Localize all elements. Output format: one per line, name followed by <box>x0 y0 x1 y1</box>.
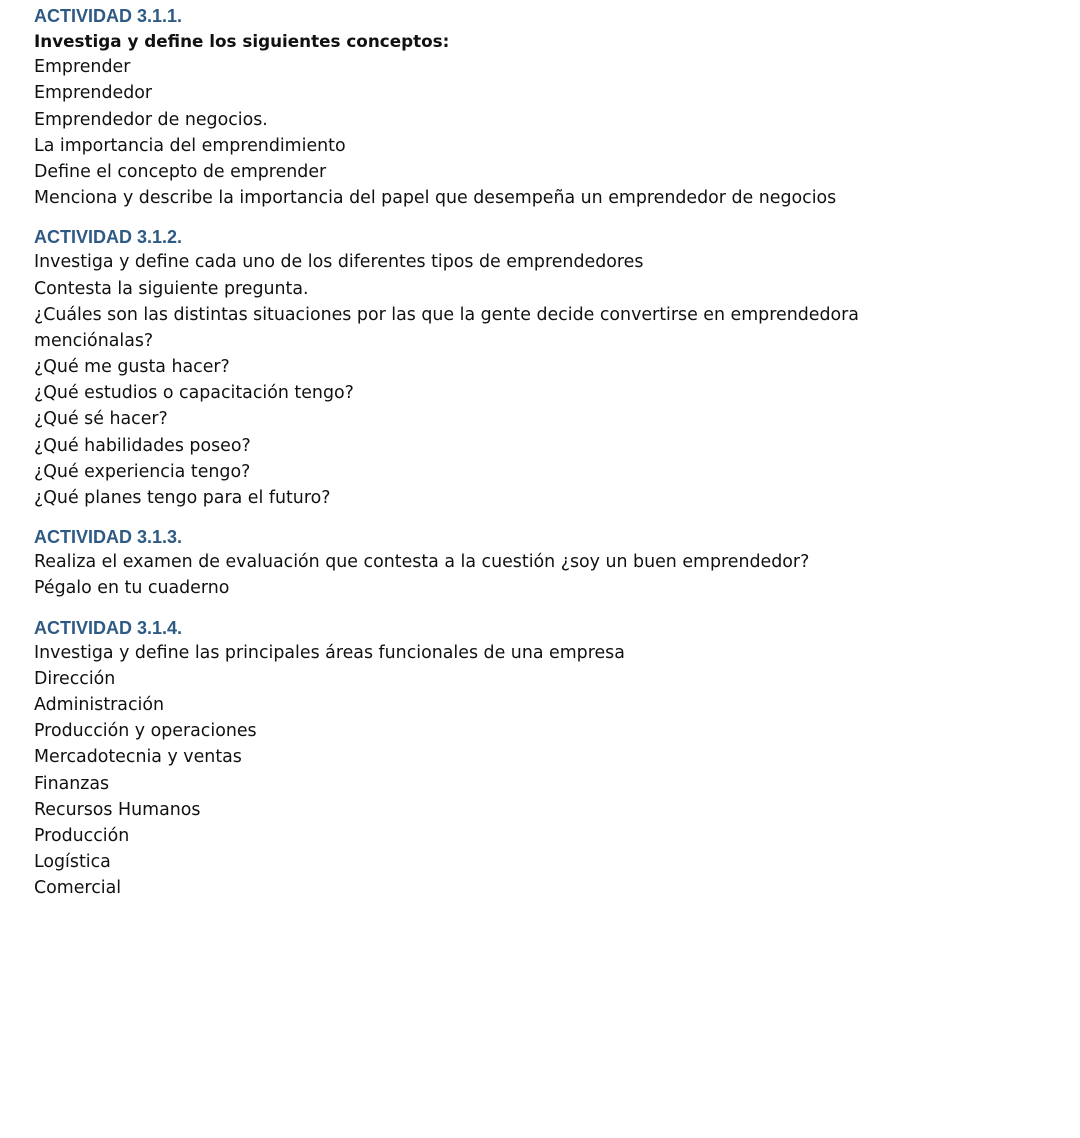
list-item: Contesta la siguiente pregunta. <box>34 278 309 299</box>
list-item: Logística <box>34 852 111 873</box>
list-item: ¿Qué me gusta hacer? <box>34 357 230 378</box>
instruction-line: Investiga y define cada uno de los diferentes tipos de emprendedores <box>34 252 644 273</box>
list-item: Recursos Humanos <box>34 799 201 820</box>
instruction-line: Investiga y define los siguientes conceptos: <box>34 31 450 51</box>
list-item: ¿Qué experiencia tengo? <box>34 461 251 482</box>
list-item: Emprendedor <box>34 83 153 104</box>
list-item: menciónalas? <box>34 330 154 351</box>
section-actividad-3-1-2 <box>34 225 1064 511</box>
section-actividad-3-1-3 <box>34 525 1064 601</box>
list-item: Administración <box>34 694 164 715</box>
list-item: ¿Cuáles son las distintas situaciones por las que la gente decide convertirse en emprendedora <box>34 304 859 325</box>
list-item: Dirección <box>34 668 116 689</box>
list-item: Emprendedor de negocios. <box>34 109 268 130</box>
list-item: ¿Qué planes tengo para el futuro? <box>34 488 331 508</box>
section-heading: ACTIVIDAD 3.1.4. <box>34 617 183 638</box>
list-item: Producción y operaciones <box>34 721 257 742</box>
document-page <box>34 4 1064 901</box>
section-actividad-3-1-1 <box>34 4 1064 211</box>
section-heading: ACTIVIDAD 3.1.2. <box>34 227 183 248</box>
list-item: La importancia del emprendimiento <box>34 135 346 156</box>
list-item: Finanzas <box>34 773 110 794</box>
section-heading: ACTIVIDAD 3.1.1. <box>34 6 183 26</box>
list-item: Pégalo en tu cuaderno <box>34 578 230 599</box>
section-heading: ACTIVIDAD 3.1.3. <box>34 527 183 548</box>
list-item: Menciona y describe la importancia del papel que desempeña un emprendedor de negocios <box>34 188 837 209</box>
list-item: Producción <box>34 825 130 846</box>
list-item: Define el concepto de emprender <box>34 161 327 182</box>
list-item: ¿Qué sé hacer? <box>34 409 168 430</box>
list-item: ¿Qué estudios o capacitación tengo? <box>34 383 354 404</box>
list-item: Comercial <box>34 878 122 899</box>
section-actividad-3-1-4 <box>34 616 1064 902</box>
list-item: Emprender <box>34 57 131 78</box>
list-item: ¿Qué habilidades poseo? <box>34 435 251 456</box>
instruction-line: Realiza el examen de evaluación que contesta a la cuestión ¿soy un buen emprendedor? <box>34 552 810 573</box>
instruction-line: Investiga y define las principales áreas funcionales de una empresa <box>34 642 625 663</box>
list-item: Mercadotecnia y ventas <box>34 747 242 768</box>
